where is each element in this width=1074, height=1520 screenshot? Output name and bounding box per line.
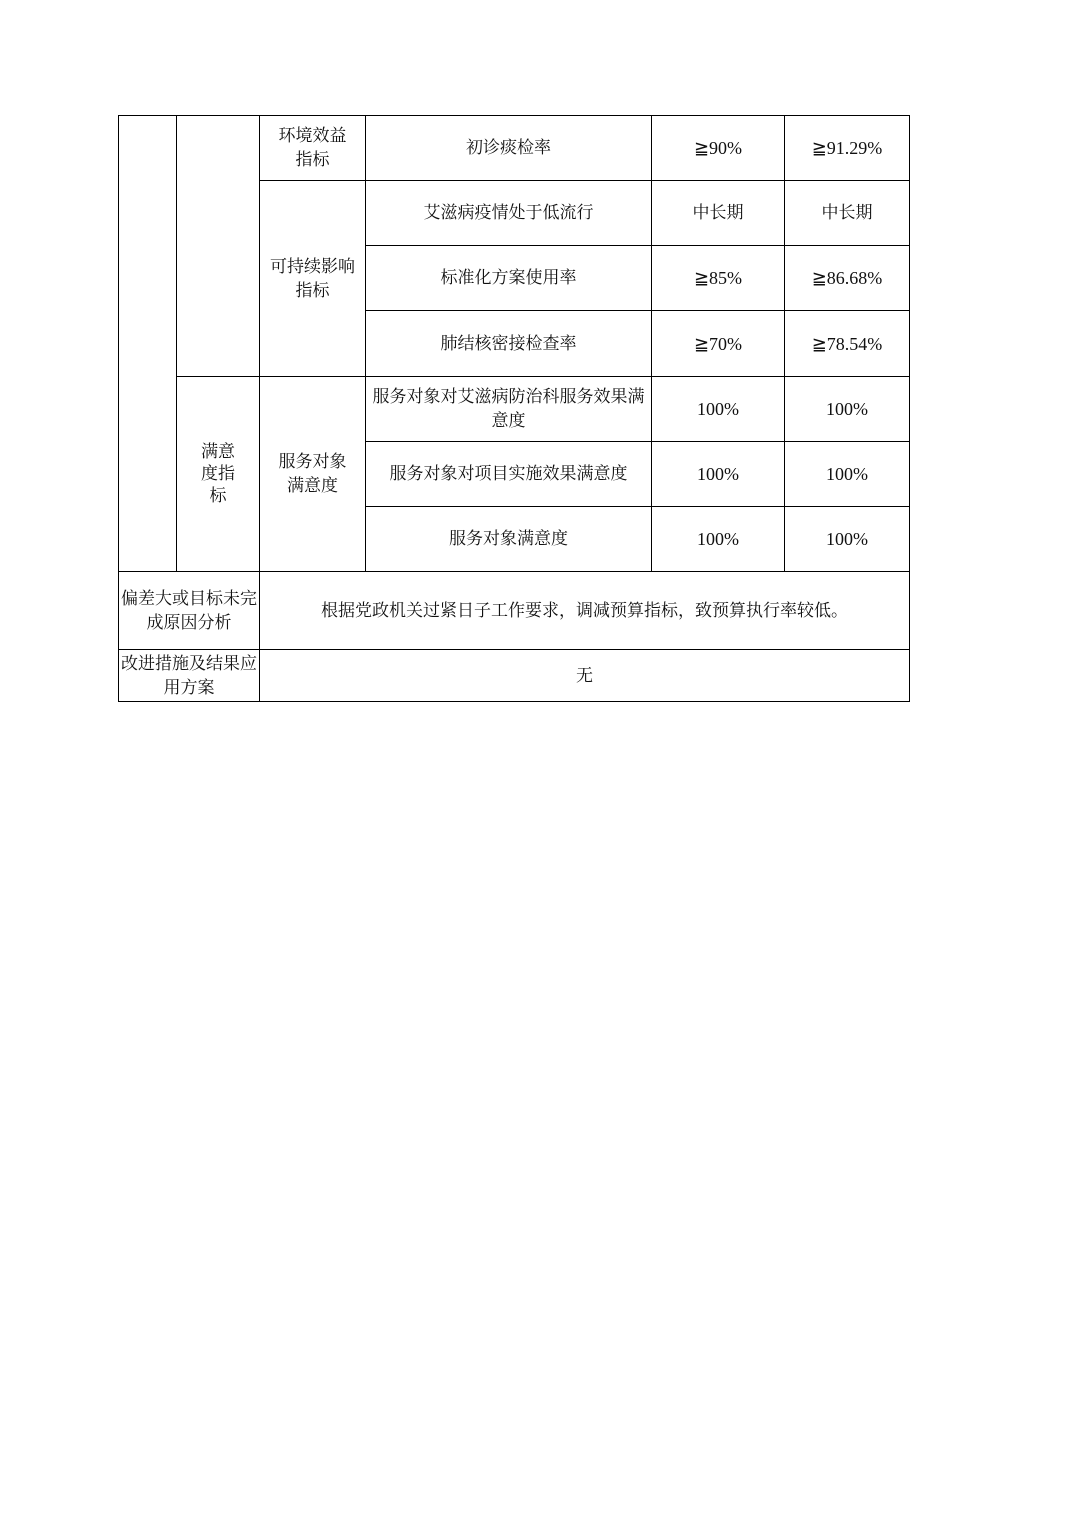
indicator-label: 服务对象对项目实施效果满意度 bbox=[366, 442, 652, 507]
actual-value: ≧91.29% bbox=[785, 116, 910, 181]
group-label: 服务对象 满意度 bbox=[260, 377, 366, 572]
deviation-label: 偏差大或目标未完成原因分析 bbox=[119, 572, 260, 650]
target-value: 中长期 bbox=[652, 181, 785, 246]
indicator-label: 初诊痰检率 bbox=[366, 116, 652, 181]
improvement-text: 无 bbox=[260, 650, 910, 702]
indicator-label: 标准化方案使用率 bbox=[366, 246, 652, 311]
actual-value: 100% bbox=[785, 507, 910, 572]
actual-value: 100% bbox=[785, 442, 910, 507]
target-value: ≧85% bbox=[652, 246, 785, 311]
actual-value: ≧78.54% bbox=[785, 311, 910, 377]
actual-value: 100% bbox=[785, 377, 910, 442]
category-label: 满意 度指 标 bbox=[177, 377, 260, 572]
target-value: ≧90% bbox=[652, 116, 785, 181]
performance-table bbox=[118, 115, 910, 702]
deviation-row bbox=[119, 572, 910, 650]
group-label: 可持续影响 指标 bbox=[260, 181, 366, 377]
table-row bbox=[119, 116, 910, 181]
target-value: ≧70% bbox=[652, 311, 785, 377]
blank-cell bbox=[177, 116, 260, 377]
indicator-label: 服务对象满意度 bbox=[366, 507, 652, 572]
blank-cell bbox=[119, 116, 177, 572]
group-label: 环境效益 指标 bbox=[260, 116, 366, 181]
actual-value: 中长期 bbox=[785, 181, 910, 246]
deviation-text: 根据党政机关过紧日子工作要求，调减预算指标，致预算执行率较低。 bbox=[260, 572, 910, 650]
indicator-label: 服务对象对艾滋病防治科服务效果满意度 bbox=[366, 377, 652, 442]
table-row bbox=[119, 377, 910, 442]
improvement-label: 改进措施及结果应用方案 bbox=[119, 650, 260, 702]
actual-value: ≧86.68% bbox=[785, 246, 910, 311]
target-value: 100% bbox=[652, 377, 785, 442]
target-value: 100% bbox=[652, 507, 785, 572]
target-value: 100% bbox=[652, 442, 785, 507]
indicator-label: 肺结核密接检查率 bbox=[366, 311, 652, 377]
indicator-label: 艾滋病疫情处于低流行 bbox=[366, 181, 652, 246]
improvement-row bbox=[119, 650, 910, 702]
